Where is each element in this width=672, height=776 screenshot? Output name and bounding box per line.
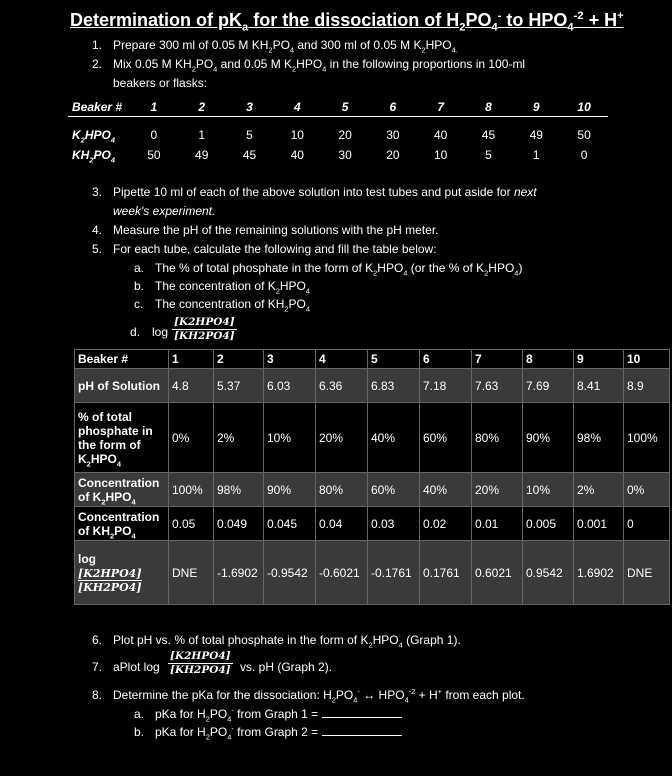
beaker-cell: 8 (465, 98, 513, 117)
beaker-cell: 7 (417, 98, 465, 117)
ph-label: pH of Solution (75, 369, 169, 403)
k2hpo4-conc-cell: 80% (316, 473, 368, 507)
kh2po4-conc-label: Concentration of $KH_2PO_4$ (75, 507, 169, 541)
beaker-header: Beaker # (75, 350, 169, 369)
log-label: log [K2HPO4] [KH2PO4] (75, 541, 169, 605)
pct-cell: 40% (368, 403, 420, 473)
kh2po4-cell: 30 (338, 148, 352, 162)
beaker-cell: 5 (321, 98, 369, 117)
pct-cell: 98% (574, 403, 624, 473)
kh2po4-cell: 40 (290, 148, 304, 162)
log-cell: -0.1761 (368, 541, 420, 605)
kh2po4-label: $KH_2PO_4$ (72, 148, 115, 165)
ph-cell: 6.03 (264, 369, 316, 403)
kh2po4-conc-cell: 0.045 (264, 507, 316, 541)
k2hpo4-conc-cell: 100% (169, 473, 214, 507)
k2hpo4-label: $K_2HPO_4$ (72, 128, 115, 145)
beaker-number: 9 (574, 350, 624, 369)
log-cell: DNE (624, 541, 670, 605)
kh2po4-cell: 45 (242, 148, 257, 162)
pct-label: % of total phosphate in the form of $K_2HPO_4$ (75, 403, 169, 473)
page-title: Determination of $pK_a$ for the dissociation of $H_2PO_4^-$ to $HPO_4^{-2} + H^+$ (70, 10, 624, 34)
k2hpo4-cell: 10 (290, 128, 304, 142)
ph-cell: 5.37 (214, 369, 264, 403)
ph-cell: 7.18 (420, 369, 472, 403)
beaker-cell: 2 (178, 98, 226, 117)
k2hpo4-conc-cell: 90% (264, 473, 316, 507)
kh2po4-conc-cell: 0.001 (574, 507, 624, 541)
beaker-number: 8 (523, 350, 574, 369)
k2hpo4-cell: 5 (246, 128, 253, 142)
log-cell: -0.6021 (316, 541, 368, 605)
k2hpo4-cell: 50 (577, 128, 591, 142)
kh2po4-cell: 10 (434, 148, 448, 162)
k2hpo4-conc-cell: 0% (624, 473, 670, 507)
pct-cell: 90% (523, 403, 574, 473)
ph-cell: 7.63 (472, 369, 523, 403)
kh2po4-cell: 20 (386, 148, 400, 162)
kh2po4-conc-cell: 0.04 (316, 507, 368, 541)
beaker-number: 3 (264, 350, 316, 369)
log-ratio-fraction-2: $\frac{\text{[K2HPO4]}}{[KH2PO4]}$ (170, 650, 231, 676)
log-cell: 1.6902 (574, 541, 624, 605)
k2hpo4-cell: 40 (434, 128, 448, 142)
pct-cell: 100% (624, 403, 670, 473)
pct-cell: 10% (264, 403, 316, 473)
log-cell: -1.6902 (214, 541, 264, 605)
ph-cell: 6.36 (316, 369, 368, 403)
k2hpo4-cell: 49 (529, 128, 543, 142)
ph-cell: 8.9 (624, 369, 670, 403)
beaker-number: 2 (214, 350, 264, 369)
kh2po4-cell: 50 (147, 148, 161, 162)
k2hpo4-conc-cell: 60% (368, 473, 420, 507)
kh2po4-conc-cell: 0.005 (523, 507, 574, 541)
k2hpo4-cell: 45 (481, 128, 496, 142)
kh2po4-cell: 5 (485, 148, 492, 162)
beaker-cell: 3 (226, 98, 274, 117)
pct-cell: 60% (420, 403, 472, 473)
results-table (74, 349, 670, 605)
beaker-number: 10 (624, 350, 670, 369)
log-cell: 0.9542 (523, 541, 574, 605)
kh2po4-conc-cell: 0.01 (472, 507, 523, 541)
k2hpo4-conc-cell: 98% (214, 473, 264, 507)
pct-cell: 80% (472, 403, 523, 473)
beaker-cell: 4 (273, 98, 321, 117)
ph-cell: 6.83 (368, 369, 420, 403)
kh2po4-conc-cell: 0 (624, 507, 670, 541)
beaker-number: 7 (472, 350, 523, 369)
pct-cell: 20% (316, 403, 368, 473)
log-cell: DNE (169, 541, 214, 605)
kh2po4-conc-cell: 0.05 (169, 507, 214, 541)
graph2-answer-blank[interactable] (322, 725, 402, 736)
beaker-number: 1 (169, 350, 214, 369)
k2hpo4-cell: 0 (150, 128, 158, 142)
log-cell: 0.6021 (472, 541, 523, 605)
kh2po4-cell: 49 (195, 148, 209, 162)
kh2po4-cell: 0 (580, 148, 588, 162)
ph-cell: 8.41 (574, 369, 624, 403)
beaker-cell: 1 (130, 98, 178, 117)
k2hpo4-conc-label: Concentration of $K_2HPO_4$ (75, 473, 169, 507)
pct-cell: 0% (169, 403, 214, 473)
k2hpo4-cell: 20 (338, 128, 352, 142)
beaker-number: 4 (316, 350, 368, 369)
beaker-cell: 6 (369, 98, 417, 117)
k2hpo4-cell: 30 (386, 128, 400, 142)
beaker-cell: 9 (512, 98, 560, 117)
kh2po4-cell: 1 (532, 148, 540, 162)
log-ratio-fraction: $\frac{\text{[K2HPO4]}}{[KH2PO4]}$ (174, 316, 235, 342)
k2hpo4-conc-cell: 40% (420, 473, 472, 507)
log-cell: -0.9542 (264, 541, 316, 605)
log-cell: 0.1761 (420, 541, 472, 605)
k2hpo4-conc-cell: 20% (472, 473, 523, 507)
k2hpo4-conc-cell: 10% (523, 473, 574, 507)
ph-cell: 4.8 (169, 369, 214, 403)
beaker-header: Beaker # (68, 98, 130, 117)
ph-cell: 7.69 (523, 369, 574, 403)
beaker-number: 5 (368, 350, 420, 369)
beaker-cell: 10 (560, 98, 608, 117)
kh2po4-conc-cell: 0.049 (214, 507, 264, 541)
beaker-number: 6 (420, 350, 472, 369)
kh2po4-conc-cell: 0.02 (420, 507, 472, 541)
pct-cell: 2% (214, 403, 264, 473)
k2hpo4-conc-cell: 2% (574, 473, 624, 507)
beaker-proportion-table (68, 98, 608, 165)
k2hpo4-cell: 1 (198, 128, 206, 142)
kh2po4-conc-cell: 0.03 (368, 507, 420, 541)
graph1-answer-blank[interactable] (322, 707, 402, 718)
